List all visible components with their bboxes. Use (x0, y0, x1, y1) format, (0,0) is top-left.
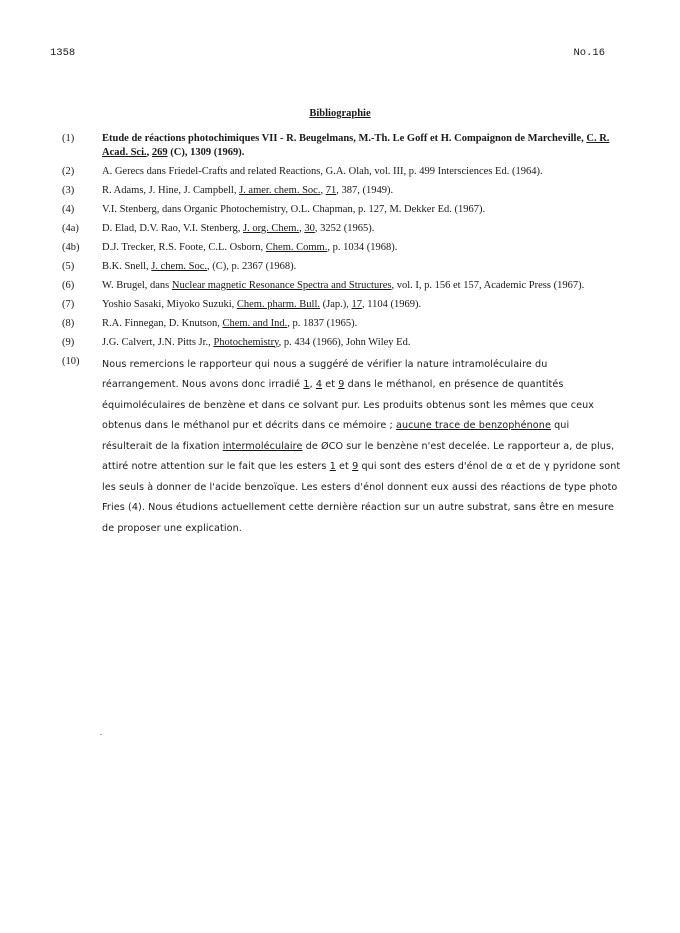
reference-fragment: , (C), p. 2367 (1968). (207, 260, 297, 272)
reference-fragment: R. Adams, J. Hine, J. Campbell, (102, 184, 240, 196)
underlined-citation: J. amer. chem. Soc. (239, 184, 321, 196)
reference-fragment: (C), 1309 (1969). (167, 146, 245, 158)
reference-text (102, 165, 622, 179)
reference-fragment: dans le méthanol, en présence de quantités équimoléculaires de benzène et dans ce solvant pur. Les produits obtenus sont les mêmes que ceux obtenus dans le méthanol pur et décrits dans ce mémoire ; (102, 379, 595, 431)
reference-text (102, 222, 622, 236)
reference-text (102, 279, 622, 293)
reference-fragment: , 387, (1949). (336, 184, 394, 196)
reference-number: (10) (62, 355, 80, 367)
reference-item (62, 317, 622, 331)
reference-item (62, 260, 622, 274)
underlined-citation: Nuclear magnetic Resonance Spectra and Structures (171, 279, 392, 291)
reference-text (102, 241, 622, 255)
reference-text (102, 203, 622, 217)
reference-item (62, 222, 622, 236)
underlined-citation: 4 (315, 379, 323, 390)
reference-fragment: , (309, 379, 316, 390)
reference-fragment: (Jap.), (320, 298, 352, 310)
reference-fragment: , vol. I, p. 156 et 157, Academic Press (1967). (391, 279, 585, 291)
underlined-citation: 71 (325, 184, 337, 196)
reference-fragment: , p. 1837 (1965). (287, 317, 358, 329)
reference-fragment: R.A. Finnegan, D. Knutson, (102, 317, 223, 329)
reference-fragment: et (322, 379, 339, 390)
reference-fragment: D. Elad, D.V. Rao, V.I. Stenberg, (102, 222, 243, 234)
underlined-citation: 17 (351, 298, 362, 310)
reference-fragment: , (146, 146, 152, 158)
reference-item (62, 165, 622, 179)
reference-number: (8) (62, 317, 75, 329)
reference-fragment: qui sont des esters d'énol de α et de γ pyridone sont les seuls à donner de l'acide benzoïque. Les esters d'énol donnent eux aussi des réactions de type photo Fries (4). Nous étudions actuellement cette dernière réaction sur un autre substrat, sans être en mesure de proposer une explication. (102, 461, 621, 534)
reference-number: (2) (62, 165, 75, 177)
reference-fragment: V.I. Stenberg, dans Organic Photochemistry, O.L. Chapman, p. 127, M. Dekker Ed. (1967). (102, 203, 486, 215)
reference-fragment: D.J. Trecker, R.S. Foote, C.L. Osborn, (102, 241, 266, 253)
underlined-citation: intermoléculaire (222, 440, 303, 452)
reference-text (102, 317, 622, 331)
reference-item (62, 279, 622, 293)
reference-number: (3) (62, 184, 75, 196)
reference-number: (4b) (62, 241, 80, 253)
reference-number: (1) (62, 133, 75, 144)
underlined-citation: 1 (303, 379, 310, 390)
underlined-citation: Photochemistry (213, 336, 279, 348)
underlined-citation: 9 (352, 461, 359, 472)
reference-number: (9) (62, 336, 75, 348)
underlined-citation: aucune trace de benzophénone (395, 420, 551, 431)
page-number: 1358 (50, 47, 76, 59)
reference-text (102, 260, 622, 274)
reference-text (102, 132, 622, 159)
reference-fragment: Etude de réactions photochimiques VII - R. Beugelmans, M.-Th. Le Goff et H. Compaignon de Marcheville, (102, 133, 587, 144)
underlined-citation: J. chem. Soc. (151, 260, 207, 272)
scan-speck (100, 734, 102, 735)
underlined-citation: 269 (151, 146, 168, 158)
underlined-citation: C. R. Acad. Sci. (102, 133, 610, 158)
reference-fragment: et (335, 461, 353, 472)
underlined-citation: Chem. pharm. Bull. (236, 298, 320, 310)
reference-fragment: , p. 1034 (1968). (327, 241, 398, 253)
section-title: Bibliographie (309, 108, 371, 119)
reference-fragment: de ØCO sur le benzène n'est decelée. Le rapporteur a, de plus, attiré notre attention sur le fait que les esters (102, 440, 615, 472)
underlined-citation: 1 (329, 461, 336, 472)
reference-text (102, 298, 622, 312)
underlined-citation: 9 (338, 379, 345, 390)
issue-number: No.16 (573, 47, 605, 59)
reference-fragment: , (320, 184, 326, 196)
reference-fragment: Yoshio Sasaki, Miyoko Suzuki, (102, 298, 237, 310)
reference-text (102, 336, 622, 350)
reference-number: (6) (62, 279, 75, 291)
reference-fragment: B.K. Snell, (102, 260, 152, 272)
reference-fragment: Nous remercions le rapporteur qui nous a suggéré de vérifier la nature intramoléculaire du réarrangement. Nous avons donc irradié (102, 358, 548, 390)
reference-fragment: W. Brugel, dans (102, 279, 172, 291)
reference-number: (7) (62, 298, 75, 310)
reference-fragment: qui résulterait de la fixation (102, 420, 570, 452)
reference-item (62, 298, 622, 312)
underlined-citation: Chem. and Ind. (222, 317, 288, 329)
reference-number: (4a) (62, 222, 79, 234)
reference-item (62, 355, 622, 540)
reference-fragment: , p. 434 (1966), John Wiley Ed. (278, 336, 411, 348)
reference-list (62, 132, 622, 545)
reference-text (102, 355, 622, 540)
reference-fragment: , (299, 222, 305, 234)
underlined-citation: 30 (304, 222, 315, 234)
reference-item (62, 203, 622, 217)
reference-fragment: , 1104 (1969). (362, 298, 422, 310)
reference-fragment: , 3252 (1965). (314, 222, 375, 234)
reference-item (62, 336, 622, 350)
reference-number: (5) (62, 260, 75, 272)
reference-fragment: J.G. Calvert, J.N. Pitts Jr., (102, 336, 214, 348)
underlined-citation: J. org. Chem. (242, 222, 300, 234)
reference-item (62, 241, 622, 255)
reference-text (102, 184, 622, 198)
reference-item (62, 132, 622, 159)
underlined-citation: Chem. Comm. (265, 241, 328, 253)
reference-fragment: A. Gerecs dans Friedel-Crafts and related Reactions, G.A. Olah, vol. III, p. 499 Intersciences Ed. (1964). (102, 165, 543, 177)
reference-item (62, 184, 622, 198)
reference-number: (4) (62, 203, 75, 215)
